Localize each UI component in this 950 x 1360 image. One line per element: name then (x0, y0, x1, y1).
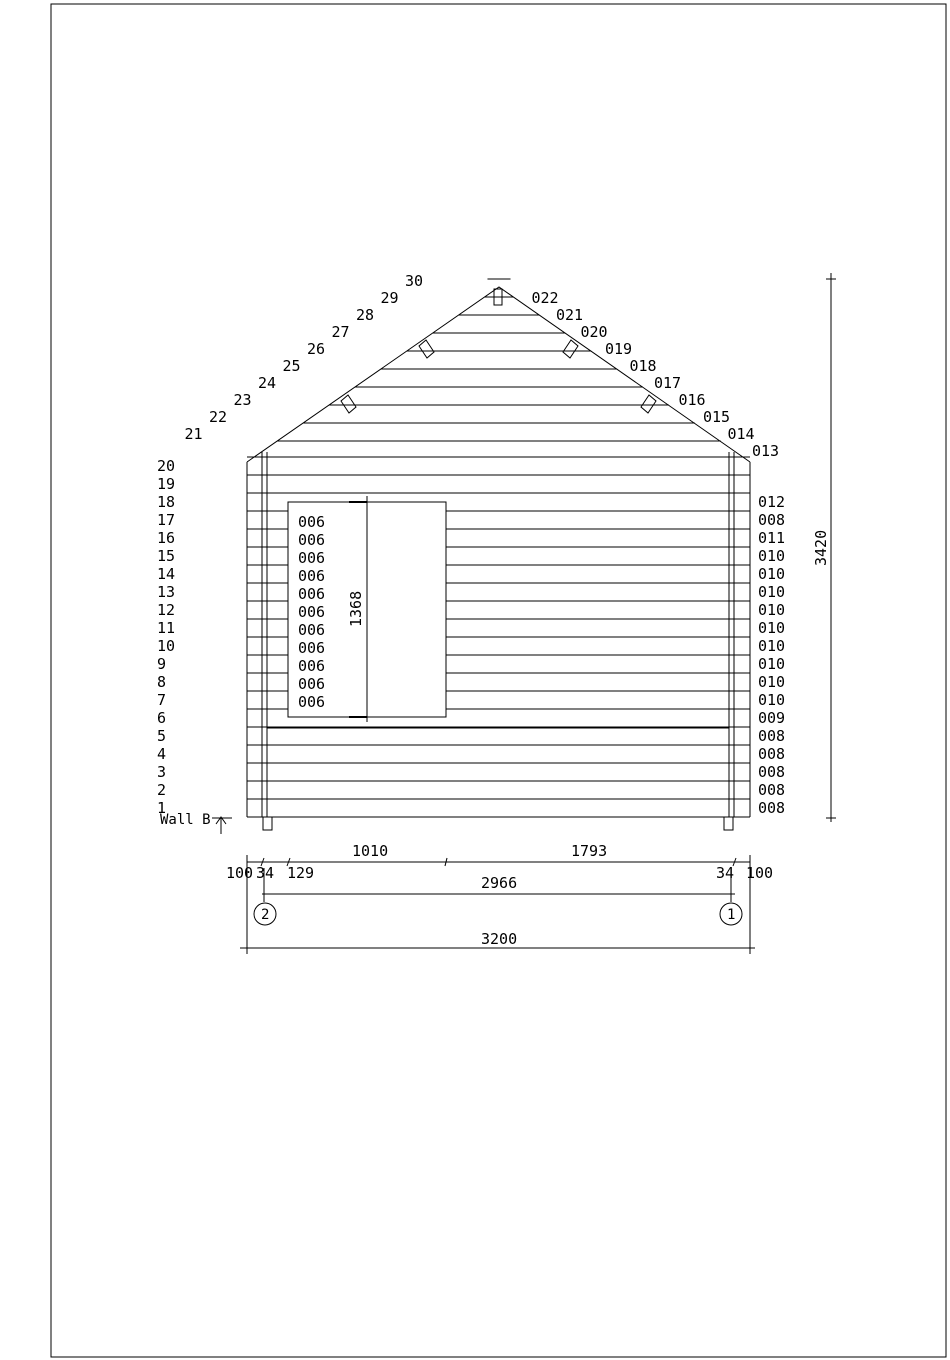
right-log-code: 019 (605, 340, 633, 358)
right-log-code: 010 (758, 601, 786, 619)
right-log-code: 011 (758, 529, 786, 547)
window-log-code: 006 (298, 603, 326, 621)
right-log-code: 009 (758, 709, 786, 727)
right-log-code: 010 (758, 583, 786, 601)
window-log-code: 006 (298, 567, 326, 585)
left-log-number: 21 (184, 425, 203, 443)
dim-right-100: 100 (746, 864, 774, 882)
right-log-code: 022 (531, 289, 559, 307)
left-log-number: 24 (258, 374, 277, 392)
left-log-number: 19 (157, 475, 176, 493)
purlin-right-upper (563, 340, 578, 358)
dim-3200: 3200 (481, 930, 518, 948)
window-log-code: 006 (298, 513, 326, 531)
left-log-number: 11 (157, 619, 176, 637)
right-log-code: 010 (758, 547, 786, 565)
left-log-number: 18 (157, 493, 176, 511)
left-log-number: 9 (157, 655, 167, 673)
left-log-number: 25 (282, 357, 301, 375)
dim-left-34: 34 (256, 864, 275, 882)
right-log-code: 018 (629, 357, 657, 375)
left-log-number: 10 (157, 637, 176, 655)
left-log-number: 17 (157, 511, 176, 529)
right-log-code: 008 (758, 745, 786, 763)
right-log-code: 008 (758, 763, 786, 781)
axis-marker-left-label: 2 (261, 907, 270, 923)
axis-marker-right-label: 1 (727, 907, 736, 923)
window-log-code: 006 (298, 639, 326, 657)
left-log-number: 13 (157, 583, 176, 601)
left-log-number: 22 (209, 408, 228, 426)
right-log-code: 021 (556, 306, 584, 324)
dim-left-129: 129 (287, 864, 315, 882)
left-foot (263, 817, 272, 830)
right-log-code: 008 (758, 799, 786, 817)
left-log-number: 12 (157, 601, 176, 619)
right-log-code: 010 (758, 673, 786, 691)
purlin-left-upper (419, 340, 434, 358)
window-log-code: 006 (298, 585, 326, 603)
window-log-codes (298, 513, 325, 711)
window-log-code: 006 (298, 675, 326, 693)
window-log-code: 006 (298, 657, 326, 675)
window-log-code: 006 (298, 531, 326, 549)
window-log-code: 006 (298, 693, 326, 711)
right-log-codes (532, 289, 786, 817)
left-log-number: 20 (157, 457, 176, 475)
sheet-border (51, 4, 946, 1357)
left-log-number: 7 (157, 691, 167, 709)
dim-right-34: 34 (716, 864, 735, 882)
right-log-code: 010 (758, 637, 786, 655)
right-log-code: 008 (758, 727, 786, 745)
right-log-code: 020 (580, 323, 608, 341)
right-log-code: 010 (758, 565, 786, 583)
right-log-code: 017 (654, 374, 682, 392)
dim-1010: 1010 (352, 842, 389, 860)
wall-label: Wall B (160, 812, 211, 828)
left-log-number: 4 (157, 745, 167, 763)
purlin-right-lower (641, 395, 656, 413)
dim-left-100: 100 (226, 864, 254, 882)
left-log-number: 6 (157, 709, 167, 727)
left-log-number: 2 (157, 781, 167, 799)
right-log-code: 010 (758, 619, 786, 637)
window-log-code: 006 (298, 549, 326, 567)
right-log-code: 012 (758, 493, 786, 511)
right-log-code: 014 (727, 425, 755, 443)
left-log-number: 15 (157, 547, 176, 565)
left-log-number: 5 (157, 727, 167, 745)
left-log-number: 26 (307, 340, 326, 358)
window-height-label: 1368 (347, 590, 365, 627)
left-log-number: 8 (157, 673, 167, 691)
window-log-code: 006 (298, 621, 326, 639)
right-foot (724, 817, 733, 830)
right-log-code: 010 (758, 691, 786, 709)
purlin-left-lower (341, 395, 356, 413)
right-log-code: 015 (703, 408, 731, 426)
right-log-code: 013 (752, 442, 780, 460)
right-log-code: 008 (758, 511, 786, 529)
right-log-code: 010 (758, 655, 786, 673)
left-log-number: 29 (380, 289, 399, 307)
left-log-number: 14 (157, 565, 176, 583)
left-log-number: 1 (157, 799, 167, 817)
right-log-code: 008 (758, 781, 786, 799)
left-log-number: 30 (405, 272, 424, 290)
left-log-number: 27 (331, 323, 350, 341)
right-log-code: 016 (678, 391, 706, 409)
dim-1793: 1793 (571, 842, 608, 860)
left-log-number: 16 (157, 529, 176, 547)
left-log-number: 28 (356, 306, 375, 324)
left-log-number: 23 (233, 391, 252, 409)
dim-2966: 2966 (481, 874, 518, 892)
total-height-label: 3420 (812, 529, 830, 566)
left-log-number: 3 (157, 763, 167, 781)
wall-elevation (247, 279, 750, 830)
